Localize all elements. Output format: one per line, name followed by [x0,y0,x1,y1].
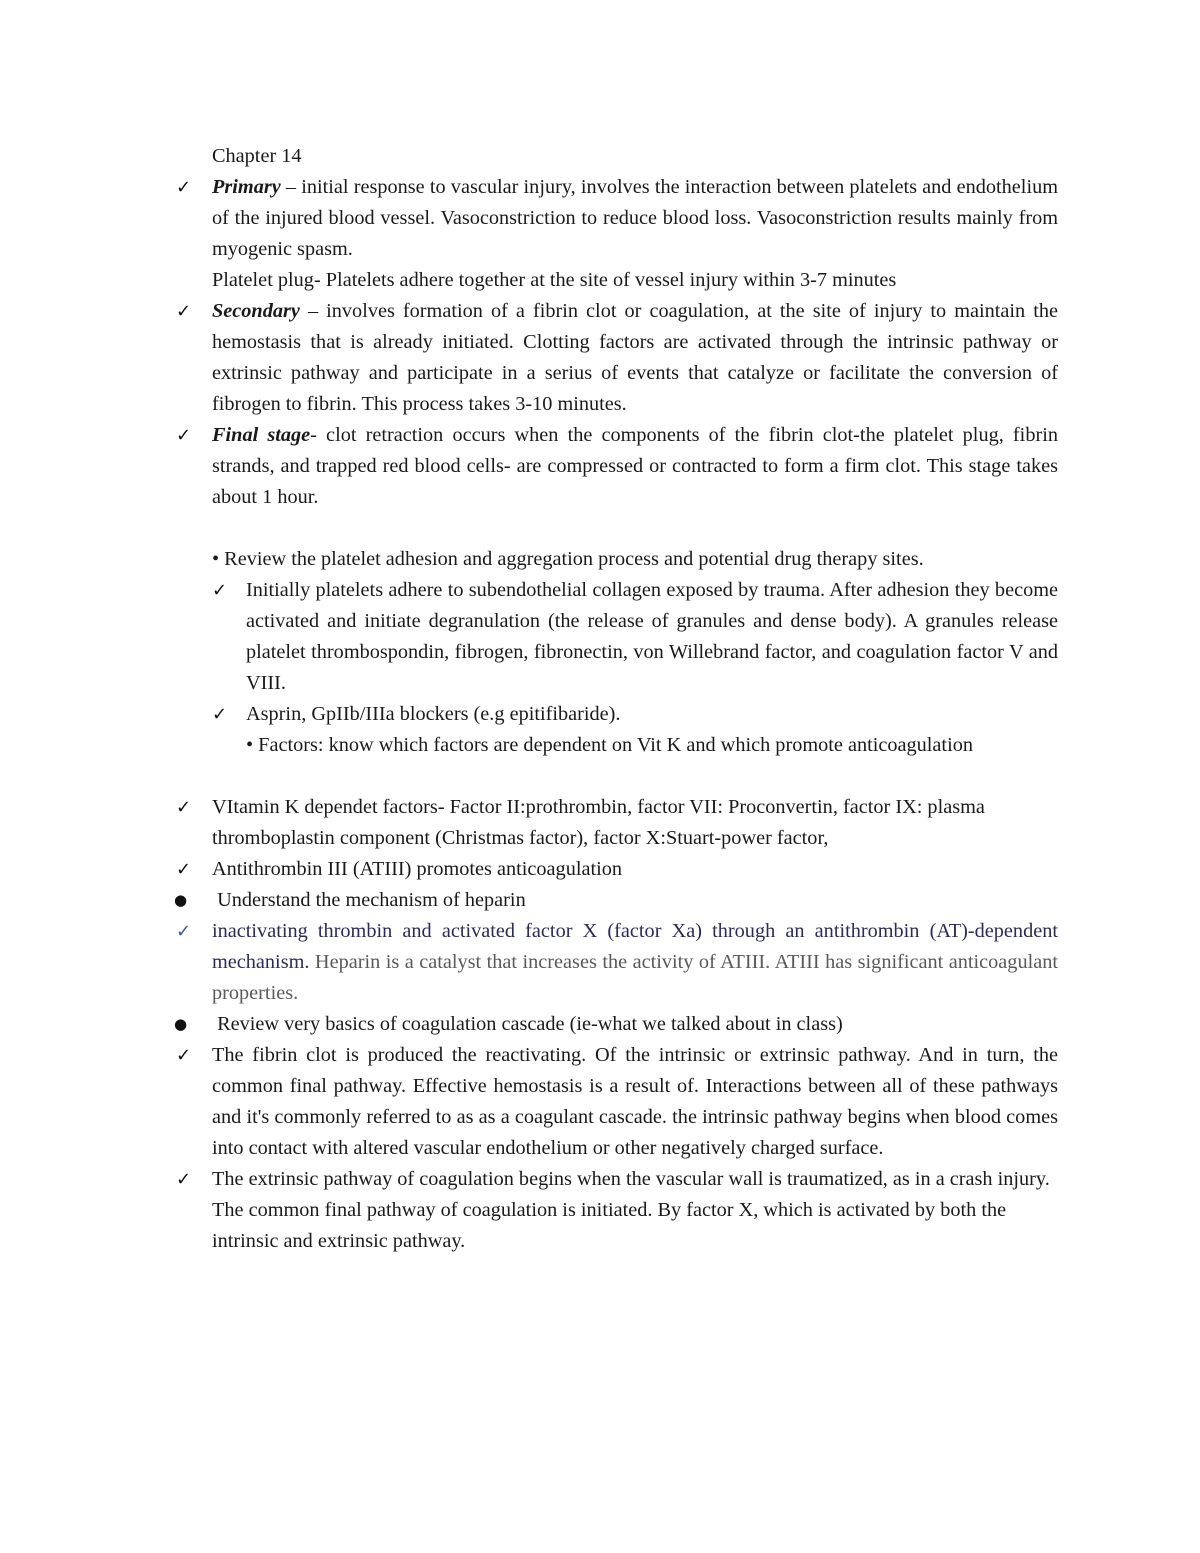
spacer [212,761,1058,792]
final-stage-text: - clot retraction occurs when the components of the fibrin clot-the platelet plug, fibrin strands, and trapped red blood cells- are compressed or contracted to form a firm clot. This stage takes about 1 hour. [212,424,1058,508]
checkmark-icon: ✓ [176,797,192,818]
fibrin-item [176,1040,1058,1164]
checkmark-icon: ✓ [176,425,192,446]
heparin-heading-item [174,885,1058,916]
factors-text: • Factors: know which factors are dependent on Vit K and which promote anticoagulation [246,734,973,756]
checkmark-icon: ✓ [176,921,192,942]
primary-text: – initial response to vascular injury, involves the interaction between platelets and endothelium of the injured blood vessel. Vasoconstriction to reduce blood loss. Vasoconstriction results mainly from myogenic spasm. [212,176,1058,260]
extrinsic-text: The extrinsic pathway of coagulation begins when the vascular wall is traumatized, as in a crash injury. The common final pathway of coagulation is initiated. By factor X, which is activated by both the intrinsic and extrinsic pathway. [212,1168,1050,1252]
platelet-subitems [212,575,1058,761]
cascade-heading: Review very basics of coagulation cascade (ie-what we talked about in class) [217,1013,843,1035]
checkmark-icon: ✓ [176,859,192,880]
platelet-plug-text: Platelet plug- Platelets adhere together at the site of vessel injury within 3-7 minutes [212,269,897,291]
checkmark-icon: ✓ [212,704,228,725]
atiii-item [176,854,1058,885]
adhesion-item [212,575,1058,699]
checkmark-icon: ✓ [176,177,192,198]
vitk-text: VItamin K dependet factors- Factor II:prothrombin, factor VII: Proconvertin, factor IX: plasma thromboplastin component (Christmas factor), factor X:Stuart-power factor, [212,796,985,849]
document-body [174,141,1058,1257]
heparin-heading: Understand the mechanism of heparin [217,889,526,911]
primary-item [176,172,1058,296]
review-platelet-text: • Review the platelet adhesion and aggregation process and potential drug therapy sites. [212,548,924,570]
spacer [212,513,1058,544]
extrinsic-item [176,1164,1058,1257]
checkmark-icon: ✓ [212,580,228,601]
heparin-text-1: inactivating thrombin and activated factor X (factor Xa) through an antithrombin (AT)-dependent mechanism. [212,920,1058,973]
asprin-text: Asprin, GpIIb/IIIa blockers (e.g epitifibaride). [246,703,621,725]
bullet-icon: ● [174,1015,188,1033]
heparin-item [176,916,1058,1009]
fibrin-text: The fibrin clot is produced the reactivating. Of the intrinsic or extrinsic pathway. And in turn, the common final pathway. Effective hemostasis is a result of. Interactions between all of these pathways and it's commonly referred to as as a coagulant cascade. the intrinsic pathway begins when blood comes into contact with altered vascular endothelium or other negatively charged surface. [212,1044,1058,1159]
checkmark-icon: ✓ [176,301,192,322]
bullet-icon: ● [174,891,188,909]
heparin-text-2: Heparin is a catalyst that increases the activity of ATIII. ATIII has significant anticoagulant properties. [212,951,1058,1004]
chapter-title: Chapter 14 [212,145,302,167]
primary-term: Primary [212,176,281,198]
secondary-text: – involves formation of a fibrin clot or coagulation, at the site of injury to maintain the hemostasis that is already initiated. Clotting factors are activated through the intrinsic pathway or extrinsic pathway and participate in a serius of events that catalyze or facilitate the conversion of fibrogen to fibrin. This process takes 3-10 minutes. [212,300,1058,415]
checkmark-icon: ✓ [176,1045,192,1066]
adhesion-text: Initially platelets adhere to subendothelial collagen exposed by trauma. After adhesion they become activated and initiate degranulation (the release of granules and dense body). A granules release platelet thrombospondin, fibrogen, fibronectin, von Willebrand factor, and coagulation factor V and VIII. [246,579,1058,694]
secondary-item [176,296,1058,420]
final-stage-term: Final stage [212,424,311,446]
final-stage-item [176,420,1058,513]
vitk-item [176,792,1058,854]
checkmark-icon: ✓ [176,1169,192,1190]
atiii-text: Antithrombin III (ATIII) promotes anticoagulation [212,858,623,880]
cascade-heading-item [174,1009,1058,1040]
secondary-term: Secondary [212,300,300,322]
asprin-item [212,699,1058,730]
